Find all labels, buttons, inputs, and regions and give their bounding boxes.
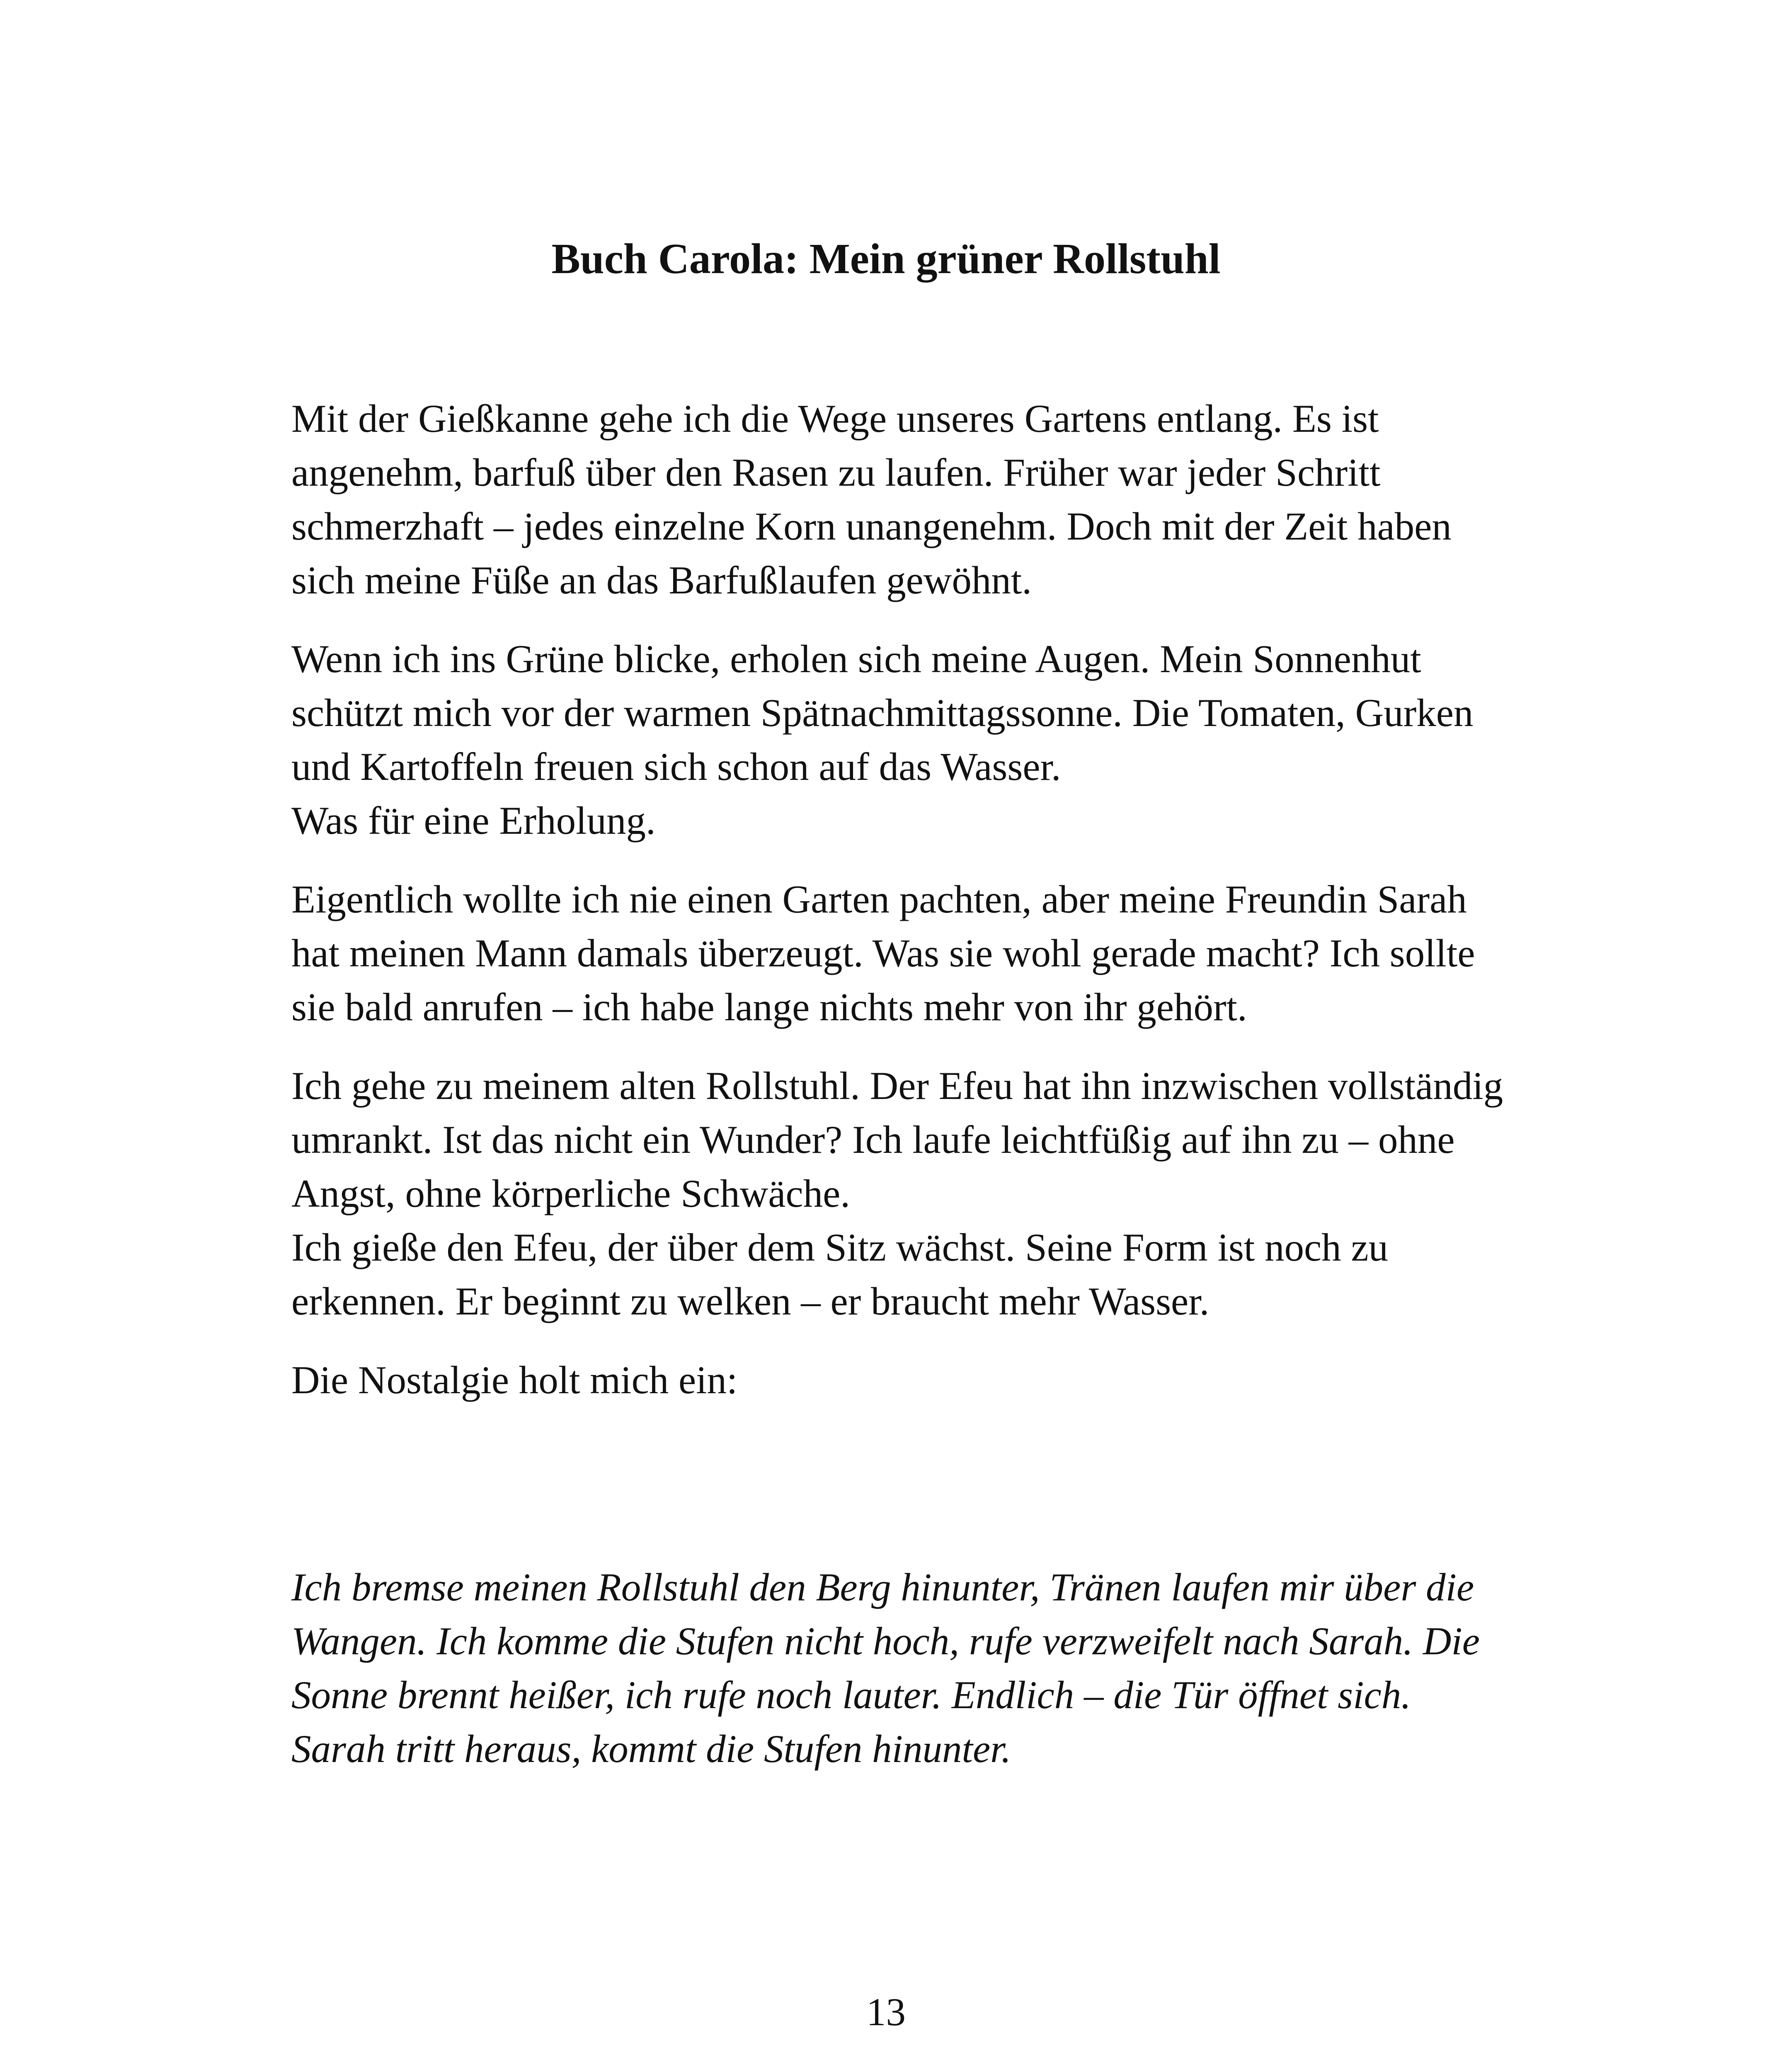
text-line: Ich gehe zu meinem alten Rollstuhl. Der Efeu hat ihn inzwischen vollständig [291, 1064, 1503, 1108]
text-line: schützt mich vor der warmen Spätnachmittagssonne. Die Tomaten, Gurken [291, 691, 1474, 735]
chapter-title: Buch Carola: Mein grüner Rollstuhl [551, 235, 1221, 283]
text-line: Wangen. Ich komme die Stufen nicht hoch, rufe verzweifelt nach Sarah. Die [291, 1619, 1480, 1663]
text-line: erkennen. Er beginnt zu welken – er braucht mehr Wasser. [291, 1279, 1210, 1323]
text-line: Sarah tritt heraus, kommt die Stufen hinunter. [291, 1727, 1011, 1771]
paragraph-3 [291, 872, 1576, 1034]
text-line: und Kartoffeln freuen sich schon auf das Wasser. [291, 745, 1061, 789]
text-line: umrankt. Ist das nicht ein Wunder? Ich laufe leichtfüßig auf ihn zu – ohne [291, 1118, 1455, 1162]
text-line: schmerzhaft – jedes einzelne Korn unangenehm. Doch mit der Zeit haben [291, 504, 1452, 548]
page-number: 13 [866, 1990, 906, 2034]
paragraph-1 [291, 392, 1576, 607]
italic-flashback-paragraph [291, 1560, 1576, 1776]
paragraph-4 [291, 1059, 1576, 1328]
text-line: angenehm, barfuß über den Rasen zu laufen. Früher war jeder Schritt [291, 450, 1381, 494]
paragraph-5 [291, 1353, 1576, 1407]
text-line: Was für eine Erholung. [291, 799, 656, 842]
text-line: Wenn ich ins Grüne blicke, erholen sich meine Augen. Mein Sonnenhut [291, 637, 1421, 681]
text-line: Ich gieße den Efeu, der über dem Sitz wächst. Seine Form ist noch zu [291, 1225, 1389, 1269]
text-line: hat meinen Mann damals überzeugt. Was sie wohl gerade macht? Ich sollte [291, 931, 1475, 975]
text-line: Die Nostalgie holt mich ein: [291, 1358, 738, 1402]
text-line: Ich bremse meinen Rollstuhl den Berg hinunter, Tränen laufen mir über die [291, 1565, 1474, 1609]
text-line: Sonne brennt heißer, ich rufe noch lauter. Endlich – die Tür öffnet sich. [291, 1673, 1411, 1717]
text-line: sich meine Füße an das Barfußlaufen gewöhnt. [291, 558, 1032, 602]
paragraph-2 [291, 632, 1576, 847]
text-line: Mit der Gießkanne gehe ich die Wege unseres Gartens entlang. Es ist [291, 397, 1379, 441]
text-line: sie bald anrufen – ich habe lange nichts mehr von ihr gehört. [291, 985, 1247, 1029]
text-line: Eigentlich wollte ich nie einen Garten pachten, aber meine Freundin Sarah [291, 877, 1467, 921]
text-line: Angst, ohne körperliche Schwäche. [291, 1172, 851, 1215]
